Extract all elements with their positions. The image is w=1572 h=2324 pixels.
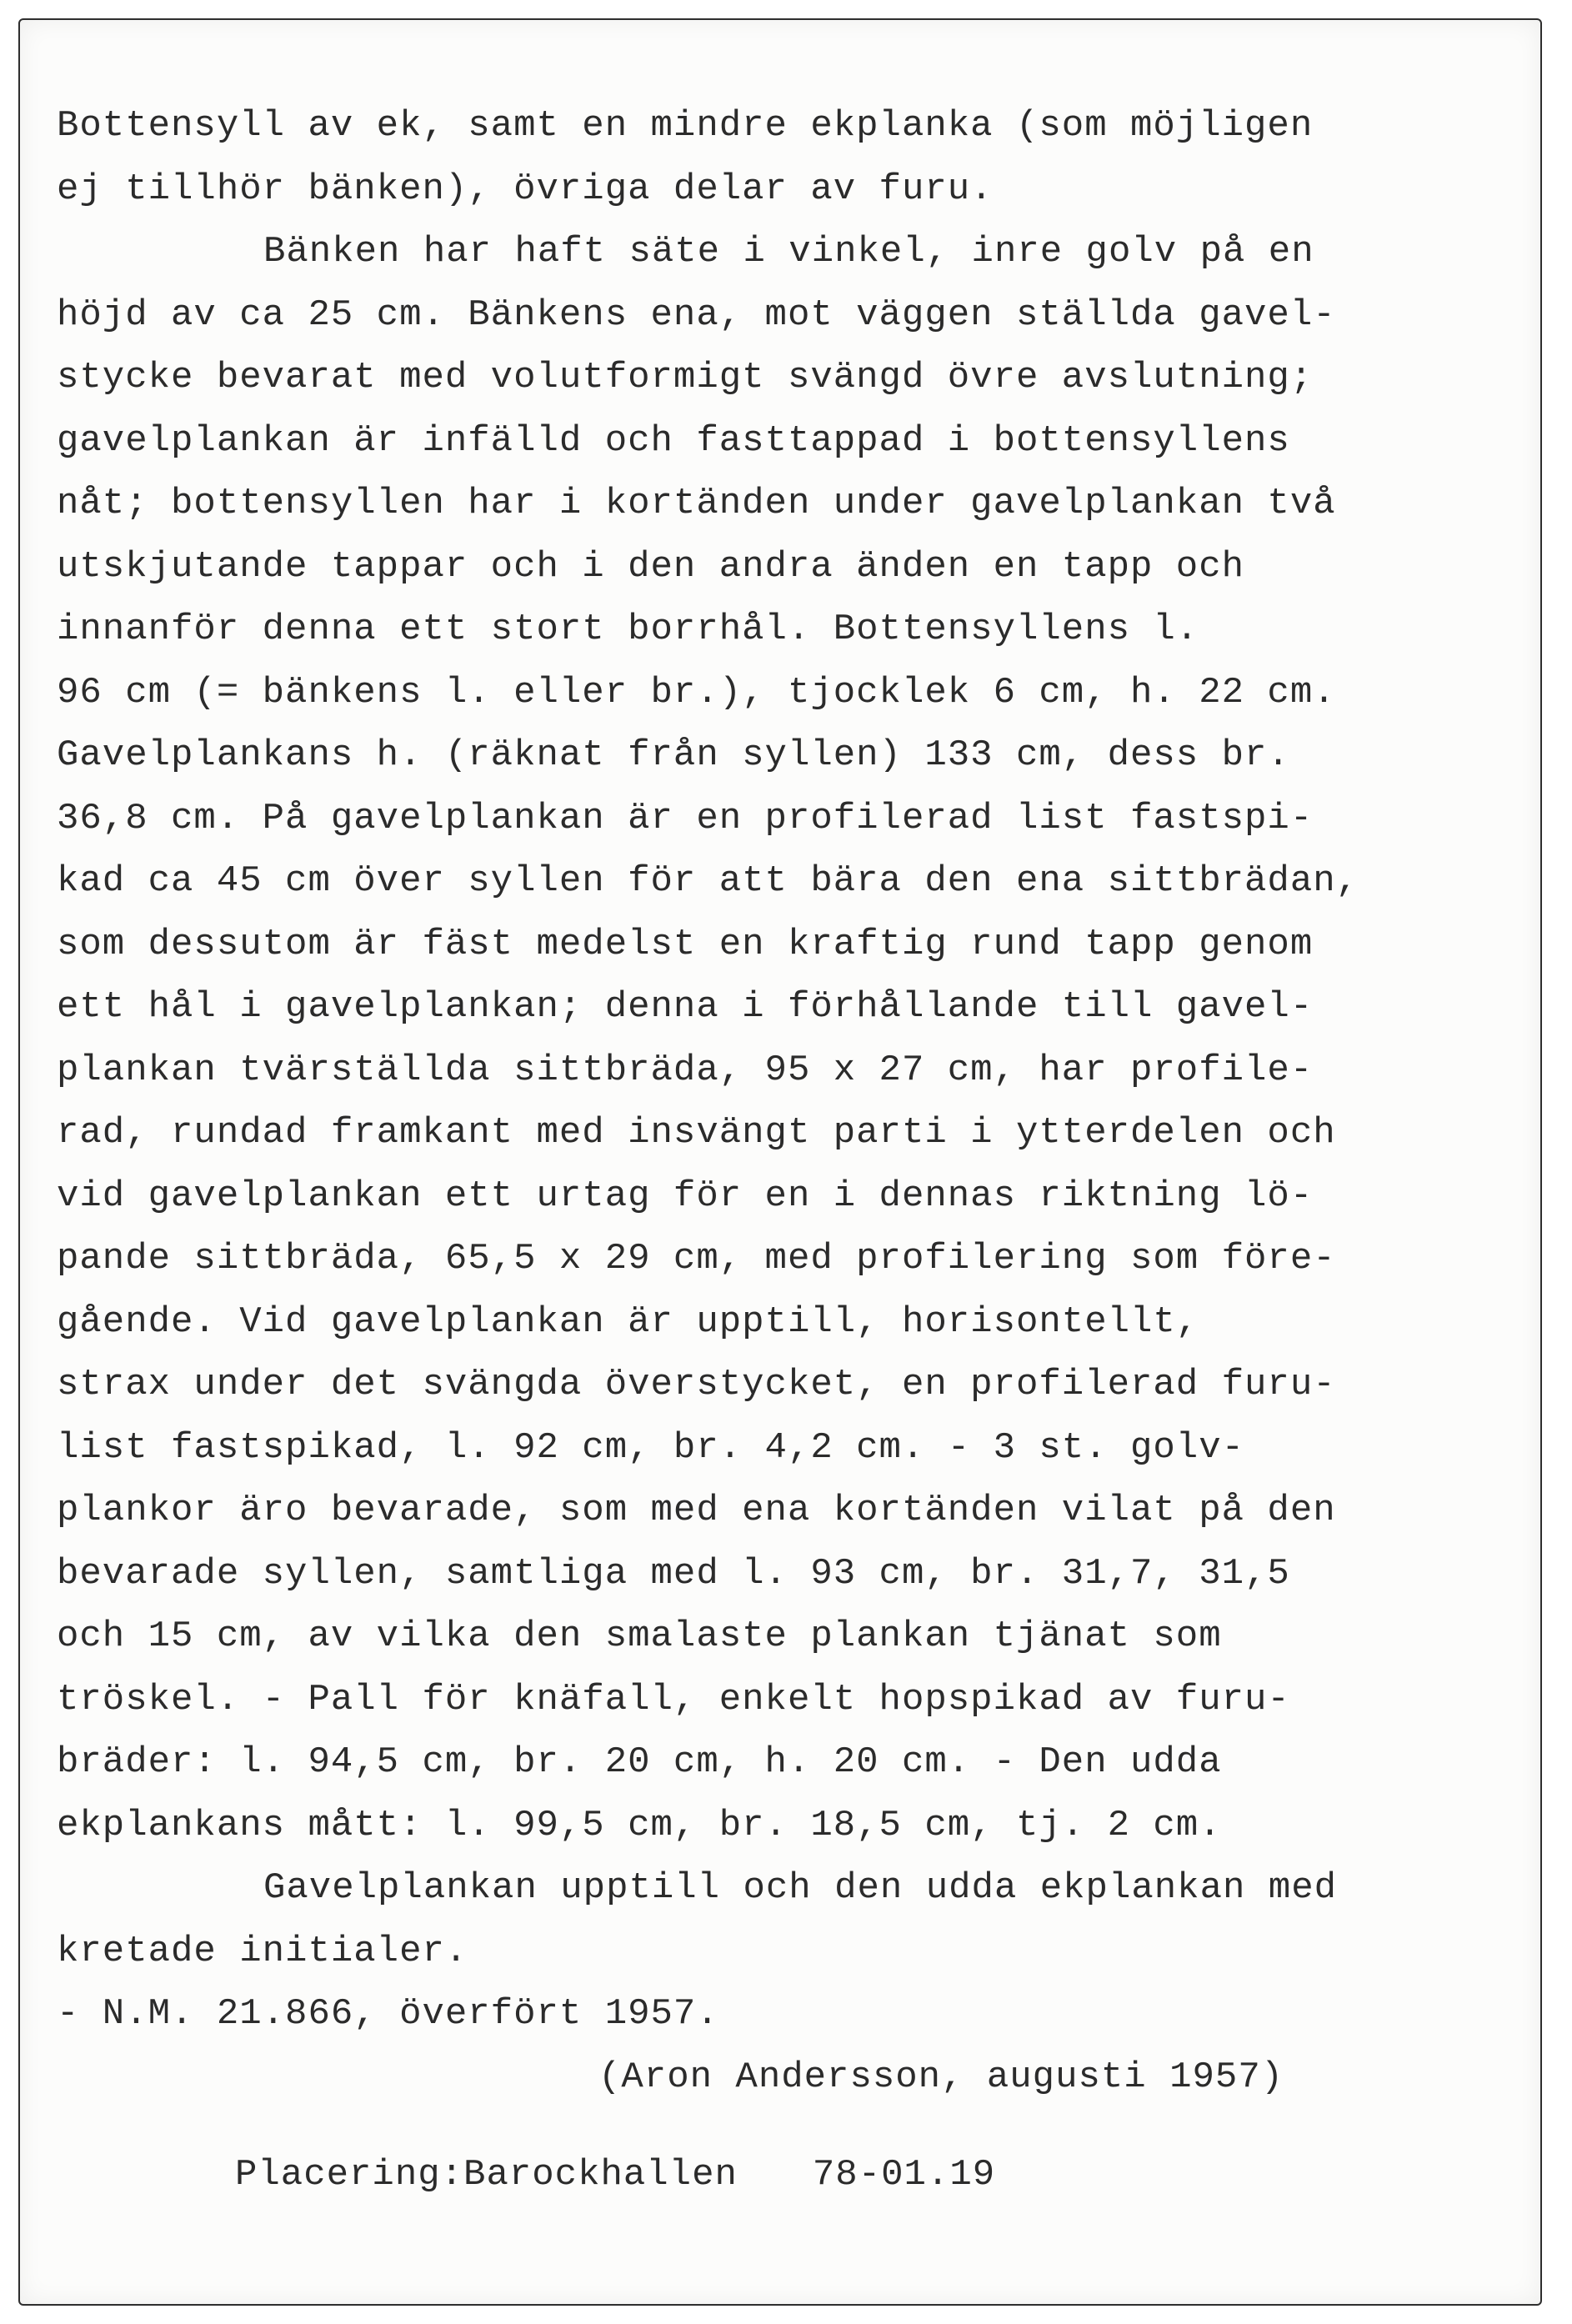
text-line: stycke bevarat med volutformigt svängd övre avslutning; — [57, 357, 1314, 398]
text-line: - N.M. 21.866, överfört 1957. — [57, 1993, 719, 2035]
text-line: kretade initialer. — [57, 1930, 468, 1972]
catalog-date: 78-01.19 — [812, 2154, 996, 2196]
text-line: bräder: l. 94,5 cm, br. 20 cm, h. 20 cm. - Den udda — [57, 1741, 1222, 1783]
text-line: tröskel. - Pall för knäfall, enkelt hopspikad av furu- — [57, 1678, 1290, 1720]
text-line: ekplankans mått: l. 99,5 cm, br. 18,5 cm, tj. 2 cm. — [57, 1804, 1222, 1846]
text-line: Bänken har haft säte i vinkel, inre golv på en — [263, 231, 1314, 273]
text-line: Gavelplankan upptill och den udda ekplankan med — [263, 1867, 1338, 1909]
text-line: Bottensyll av ek, samt en mindre ekplanka (som möjligen — [57, 105, 1314, 147]
text-line: nåt; bottensyllen har i kortänden under gavelplankan två — [57, 483, 1336, 524]
text-line: strax under det svängda överstycket, en profilerad furu- — [57, 1364, 1336, 1405]
text-line: plankan tvärställda sittbräda, 95 x 27 cm, har profile- — [57, 1049, 1314, 1091]
text-line: ej tillhör bänken), övriga delar av furu. — [57, 168, 994, 210]
text-line: vid gavelplankan ett urtag för en i dennas riktning lö- — [57, 1175, 1314, 1217]
text-line: ett hål i gavelplankan; denna i förhållande till gavel- — [57, 986, 1314, 1028]
text-line: bevarade syllen, samtliga med l. 93 cm, br. 31,7, 31,5 — [57, 1552, 1290, 1595]
text-line: 96 cm (= bänkens l. eller br.), tjocklek 6 cm, h. 22 cm. — [57, 671, 1336, 714]
text-line: kad ca 45 cm över syllen för att bära den ena sittbrädan, — [57, 860, 1359, 902]
text-line: gavelplankan är infälld och fasttappad i bottensyllens — [57, 419, 1290, 462]
text-line: rad, rundad framkant med insvängt parti i ytterdelen och — [57, 1112, 1336, 1154]
text-line: list fastspikad, l. 92 cm, br. 4,2 cm. - 3 st. golv- — [57, 1426, 1245, 1469]
text-line: 36,8 cm. På gavelplankan är en profilerad list fastspi- — [57, 797, 1314, 839]
catalog-card — [18, 18, 1542, 2306]
text-line: utskjutande tappar och i den andra änden en tapp och — [57, 545, 1245, 588]
placement-footer — [235, 2154, 995, 2196]
placement-label: Placering:Barockhallen — [235, 2154, 738, 2196]
text-line: gående. Vid gavelplankan är upptill, horisontellt, — [57, 1300, 1199, 1343]
text-line: höjd av ca 25 cm. Bänkens ena, mot väggen ställda gavel- — [57, 293, 1336, 336]
text-line: Gavelplankans h. (räknat från syllen) 133 cm, dess br. — [57, 734, 1290, 776]
text-line: plankor äro bevarade, som med ena kortänden vilat på den — [57, 1490, 1336, 1531]
signature-line: (Aron Andersson, augusti 1957) — [598, 2056, 1284, 2098]
text-line: innanför denna ett stort borrhål. Bottensyllens l. — [57, 609, 1199, 650]
text-line: och 15 cm, av vilka den smalaste plankan tjänat som — [57, 1615, 1222, 1657]
card-text — [57, 95, 1532, 2109]
text-line: pande sittbräda, 65,5 x 29 cm, med profilering som före- — [57, 1238, 1336, 1280]
text-line: som dessutom är fäst medelst en kraftig rund tapp genom — [57, 923, 1314, 965]
